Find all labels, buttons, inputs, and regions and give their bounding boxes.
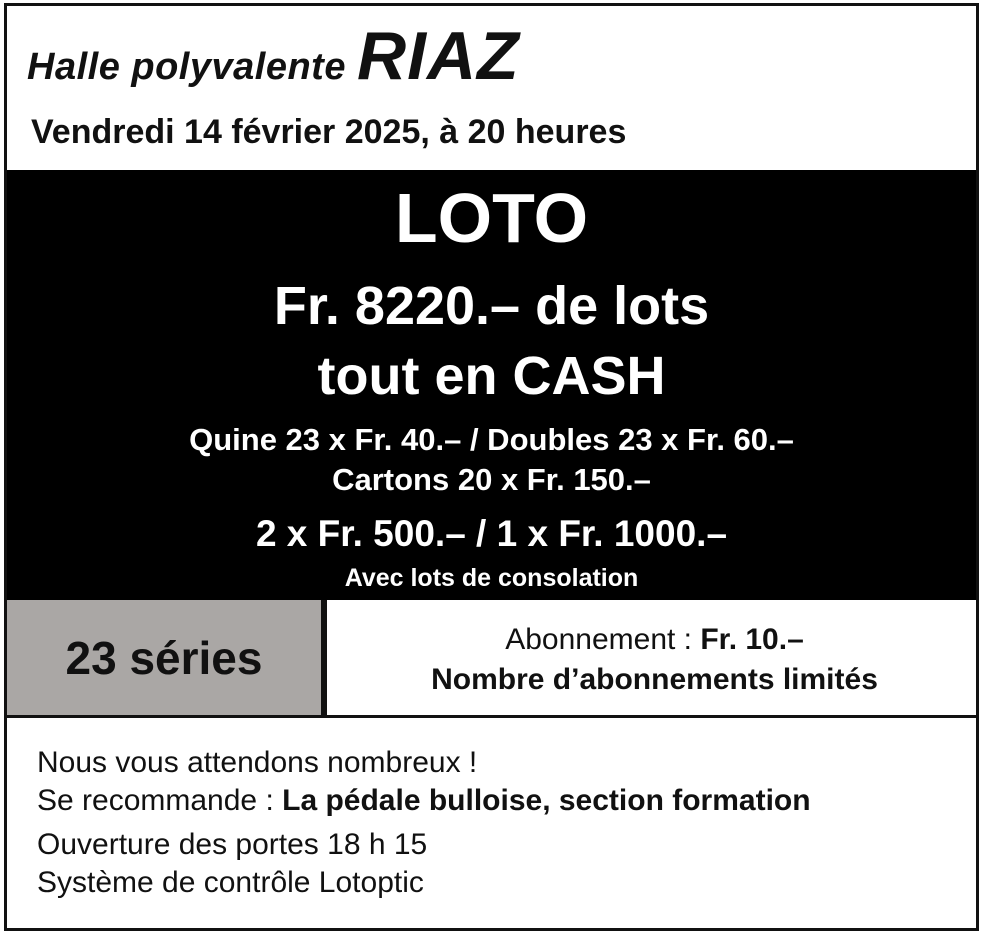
control-system: Système de contrôle Lotoptic (37, 866, 424, 899)
doors-opening: Ouverture des portes 18 h 15 (37, 828, 428, 861)
cartons-line: Cartons 20 x Fr. 150.– (332, 462, 651, 497)
prize-total: Fr. 8220.– de lots (273, 276, 710, 336)
recommend-line (37, 782, 811, 820)
subscription-note: Nombre d’abonnements limités (431, 663, 878, 696)
subscription-line (333, 622, 976, 658)
event-date: Vendredi 14 février 2025, à 20 heures (31, 113, 627, 151)
big-prizes-line: 2 x Fr. 500.– / 1 x Fr. 1000.– (255, 513, 728, 554)
event-title: LOTO (394, 179, 589, 257)
quine-doubles-line: Quine 23 x Fr. 40.– / Doubles 23 x Fr. 60.– (189, 422, 794, 457)
venue-line (27, 18, 520, 99)
loto-advertisement (4, 3, 979, 931)
venue-name: RIAZ (357, 18, 520, 94)
header-section (7, 6, 976, 170)
prize-panel (7, 170, 976, 600)
recommend-label: Se recommande : (37, 784, 274, 817)
subscription-price: Fr. 10.– (700, 623, 804, 656)
series-section (7, 600, 976, 718)
series-badge: 23 séries (7, 600, 327, 715)
subscription-label: Abonnement : (505, 623, 693, 656)
cash-line: tout en CASH (317, 346, 666, 406)
venue-prefix: Halle polyvalente (27, 46, 346, 88)
footer-section (37, 744, 811, 902)
subscription-info (333, 600, 976, 715)
recommend-name: La pédale bulloise, section formation (282, 784, 811, 817)
welcome-text: Nous vous attendons nombreux ! (37, 746, 478, 779)
consolation-line: Avec lots de consolation (344, 564, 639, 592)
